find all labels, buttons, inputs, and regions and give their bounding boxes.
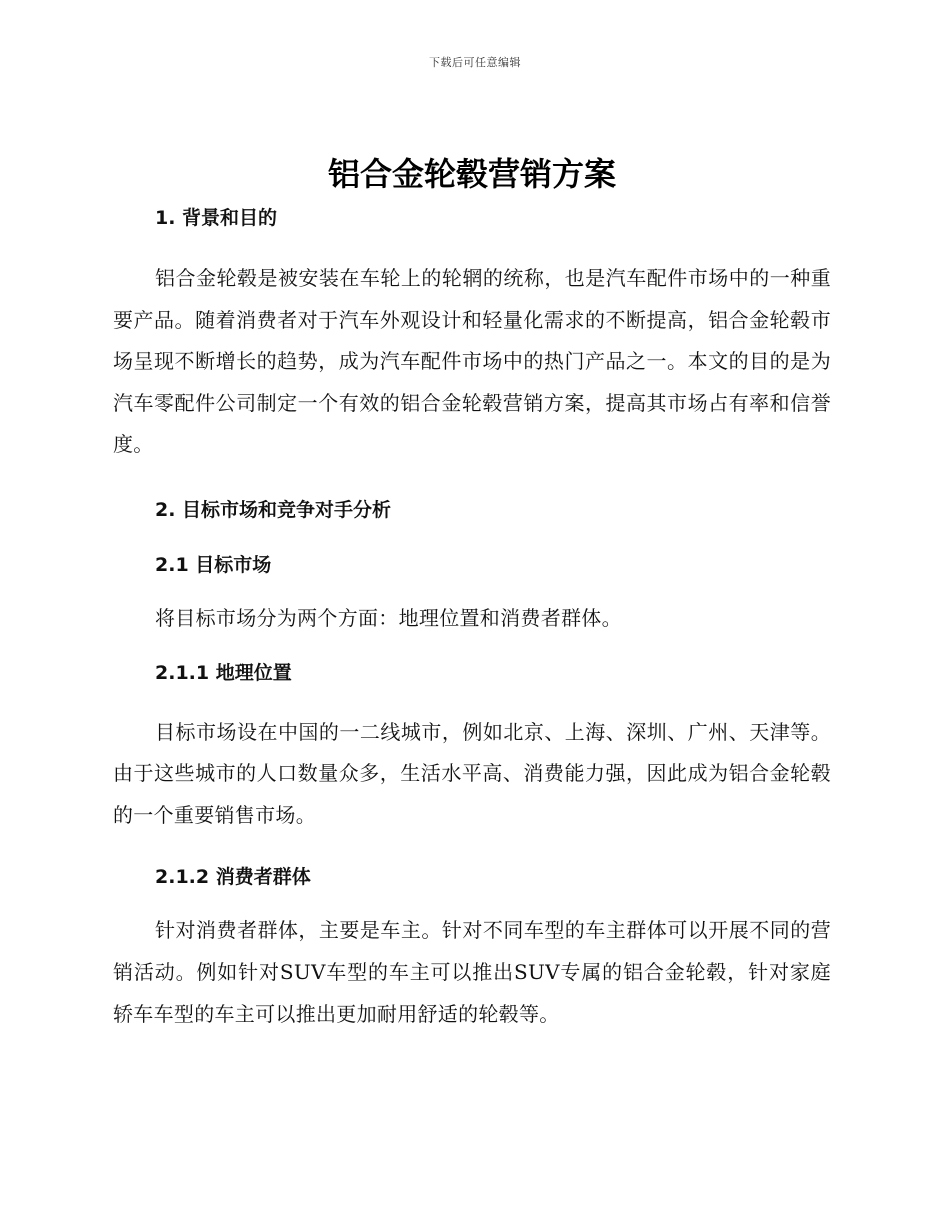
section-paragraph-consumer-group: 针对消费者群体，主要是车主。针对不同车型的车主群体可以开展不同的营销活动。例如针对SUV车型的车主可以推出SUV专属的铝合金轮毂，针对家庭轿车车型的车主可以推出更加耐用舒适的轮毂等。 <box>113 918 831 1026</box>
page-header: 下载后可任意编辑 <box>429 56 521 69</box>
section-heading-background: 1. 背景和目的 <box>155 207 278 229</box>
section-paragraph-geography: 目标市场设在中国的一二线城市，例如北京、上海、深圳、广州、天津等。由于这些城市的人口数量众多，生活水平高、消费能力强，因此成为铝合金轮毂的一个重要销售市场。 <box>113 719 831 827</box>
section-heading-market-analysis: 2. 目标市场和竞争对手分析 <box>155 498 392 521</box>
section-heading-target-market: 2.1 目标市场 <box>155 553 272 576</box>
section-paragraph-target-market: 将目标市场分为两个方面：地理位置和消费者群体。 <box>155 605 622 630</box>
section-paragraph-background: 铝合金轮毂是被安装在车轮上的轮辋的统称，也是汽车配件市场中的一种重要产品。随着消费者对于汽车外观设计和轻量化需求的不断提高，铝合金轮毂市场呈现不断增长的趋势，成为汽车配件市场中的热门产品之一。本文的目的是为汽车零配件公司制定一个有效的铝合金轮毂营销方案，提高其市场占有率和信誉度。 <box>113 266 831 457</box>
document-body <box>113 148 831 1035</box>
section-heading-geography: 2.1.1 地理位置 <box>155 661 292 684</box>
document-title: 铝合金轮毂营销方案 <box>327 155 616 193</box>
section-heading-consumer-group: 2.1.2 消费者群体 <box>155 866 311 889</box>
